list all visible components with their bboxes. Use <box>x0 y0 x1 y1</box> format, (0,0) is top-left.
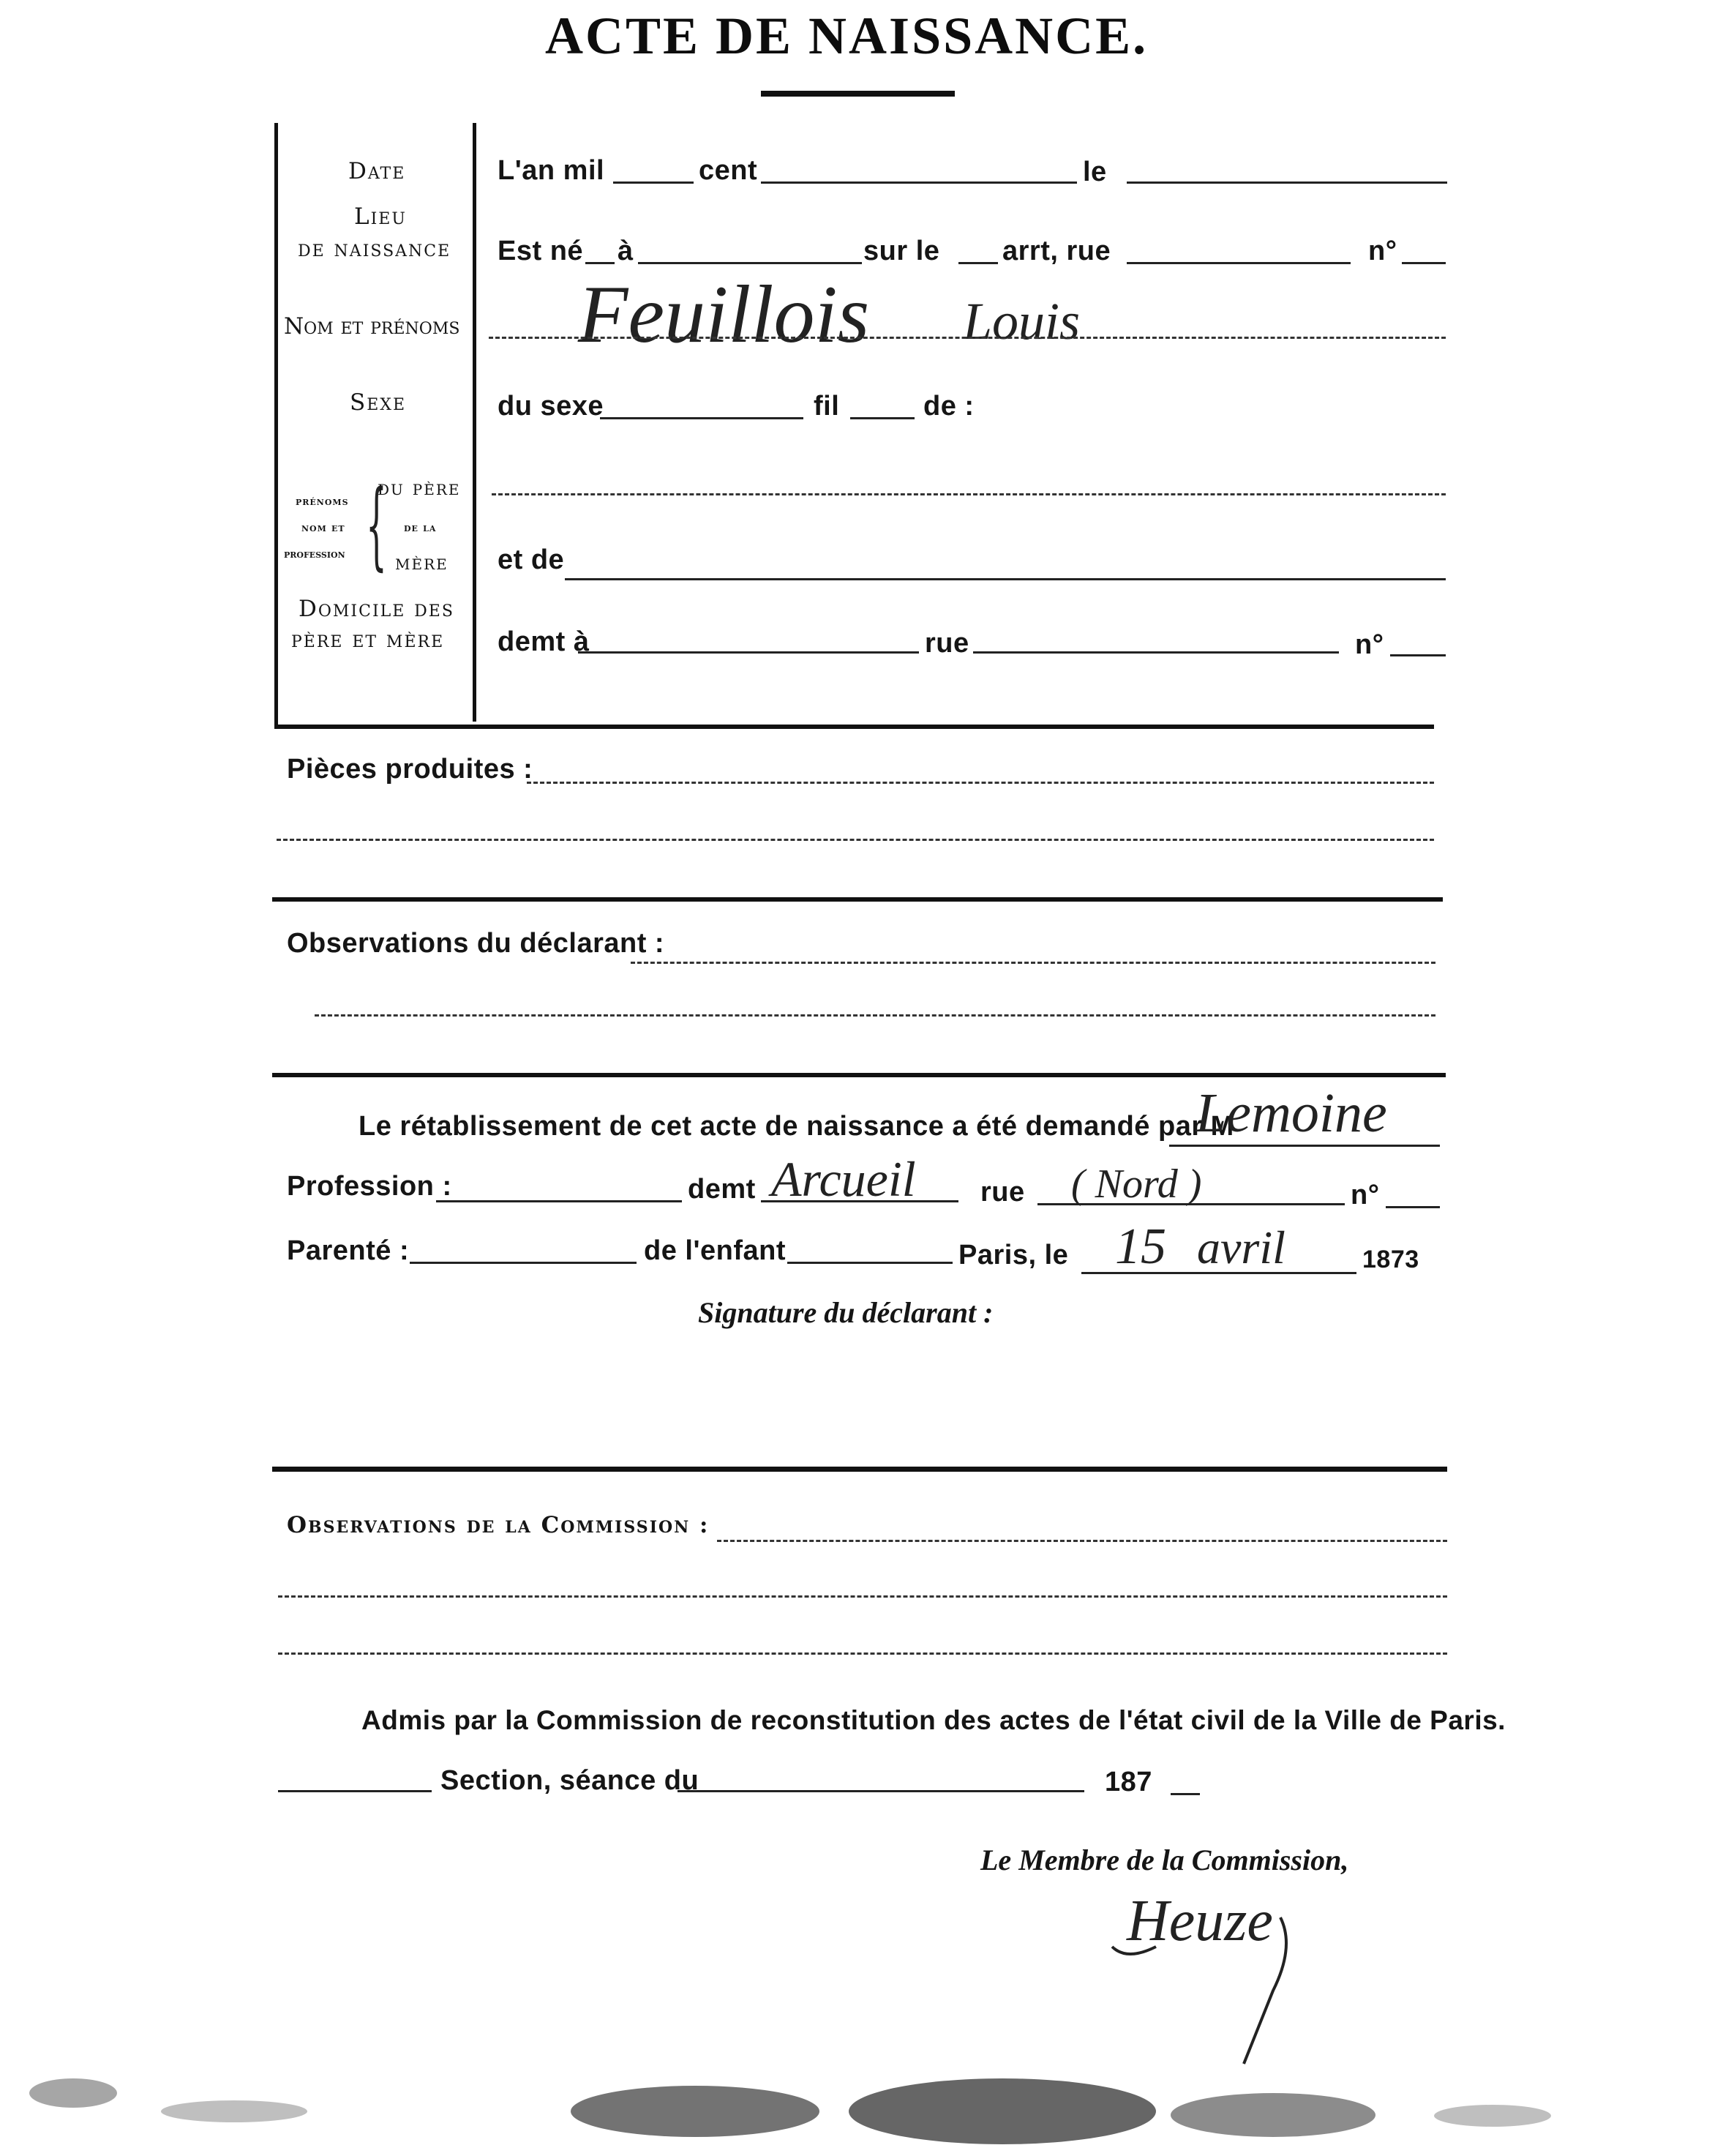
line-dem-a <box>578 651 919 654</box>
line-le <box>1127 181 1447 184</box>
line-sur-le <box>958 262 998 264</box>
admis-text: Admis par la Commission de reconstitution des actes de l'état civil de la Ville de Paris. <box>361 1705 1506 1735</box>
field-le: le <box>1083 157 1107 187</box>
line-rue-retab <box>1037 1203 1345 1205</box>
commission-signature: Heuze <box>1127 1889 1273 1953</box>
line-date <box>1081 1272 1356 1274</box>
line-obs-decl-2 <box>315 1014 1435 1017</box>
handwritten-annee: 1873 <box>1362 1246 1419 1273</box>
line-demande-par <box>1169 1145 1440 1147</box>
label-profession: profession <box>284 547 345 561</box>
line-no-retab <box>1386 1206 1440 1208</box>
handwritten-prenom: Louis <box>963 292 1081 351</box>
field-no2: n° <box>1355 629 1384 660</box>
rue-label: rue <box>980 1177 1025 1208</box>
field-arr-rue: arrt, rue <box>1002 236 1111 266</box>
rule-after-signature <box>272 1467 1447 1472</box>
line-section <box>278 1790 432 1792</box>
handwritten-demande-par: Lemoine <box>1196 1082 1387 1144</box>
rule-after-obs-decl <box>272 1073 1446 1077</box>
paris-le-label: Paris, le <box>958 1240 1069 1270</box>
handwritten-rue: ( Nord ) <box>1071 1161 1202 1207</box>
signature-declarant-label: Signature du déclarant : <box>698 1296 994 1329</box>
label-pere-et-mere: père et mère <box>291 626 445 653</box>
line-an-mil <box>613 181 694 184</box>
label-du-pere: du père <box>378 476 461 500</box>
handwritten-domicile: Arcueil <box>771 1151 916 1207</box>
field-du-sexe: du sexe <box>498 391 604 422</box>
label-nom-et: nom et <box>301 521 345 534</box>
line-sexe <box>600 417 803 419</box>
line-cent <box>761 181 1077 184</box>
line-mere <box>565 578 1446 580</box>
no-label: n° <box>1351 1180 1380 1210</box>
field-est-ne: Est né <box>498 236 584 266</box>
line-dom-rue <box>973 651 1339 654</box>
line-dom-no <box>1390 654 1446 656</box>
line-rue <box>1127 262 1351 264</box>
obs-commission-label: Observations de la Commission : <box>287 1512 710 1538</box>
line-no <box>1402 262 1446 264</box>
label-lieu: Lieu <box>354 203 407 230</box>
line-fil <box>850 417 915 419</box>
line-year <box>1171 1793 1200 1795</box>
dem-label: demt <box>688 1174 756 1205</box>
section-label: Section, séance du <box>440 1765 699 1796</box>
parente-label: Parenté : <box>287 1235 410 1266</box>
line-nom <box>489 337 1446 339</box>
line-dem <box>761 1200 958 1202</box>
handwritten-nom: Feuillois <box>578 269 870 360</box>
line-pieces-1 <box>527 782 1434 784</box>
line-pere <box>492 493 1446 495</box>
membre-commission-label: Le Membre de la Commission, <box>980 1844 1349 1876</box>
line-pieces-2 <box>277 839 1434 841</box>
label-prenoms: prénoms <box>296 495 349 508</box>
field-a: à <box>618 236 634 266</box>
line-obs-comm-2 <box>278 1595 1447 1598</box>
field-cent: cent <box>699 155 758 186</box>
frame-left-rule <box>274 123 278 725</box>
handwritten-date-jour: 15 <box>1115 1219 1166 1275</box>
retablissement-text: Le rétablissement de cet acte de naissance a été demandé par M <box>359 1111 1234 1142</box>
label-domicile-des: Domicile des <box>299 596 454 622</box>
label-nom-prenoms: Nom et prénoms <box>284 313 460 340</box>
field-an-mil: L'an mil <box>498 155 605 186</box>
pieces-produites-label: Pièces produites : <box>287 754 533 785</box>
brace-left: { <box>366 469 387 580</box>
rule-after-pieces <box>272 897 1443 902</box>
field-rue: rue <box>925 628 969 659</box>
label-de-la: de la <box>404 521 437 534</box>
label-de-naissance: de naissance <box>298 236 451 262</box>
field-de: de : <box>923 391 975 422</box>
line-seance <box>678 1790 1084 1792</box>
label-mere: mère <box>395 550 448 574</box>
line-obs-comm-3 <box>278 1652 1447 1655</box>
field-dem-a: demt à <box>498 626 590 657</box>
line-est-ne <box>585 262 615 264</box>
title-underline <box>761 91 955 97</box>
line-profession <box>436 1200 682 1202</box>
line-obs-decl-1 <box>631 962 1435 964</box>
field-fil: fil <box>814 391 840 422</box>
year-prefix: 187 <box>1105 1767 1152 1797</box>
field-sur-le: sur le <box>863 236 940 266</box>
handwritten-date-mois: avril <box>1197 1221 1286 1273</box>
document-title: ACTE DE NAISSANCE. <box>545 7 1149 65</box>
line-de-lenfant <box>787 1262 953 1264</box>
label-date: Date <box>348 158 406 184</box>
frame-inner-rule <box>473 123 476 722</box>
label-sexe: Sexe <box>350 389 407 416</box>
frame-bottom-rule <box>274 725 1434 729</box>
field-no: n° <box>1368 236 1397 266</box>
profession-label: Profession : <box>287 1171 452 1202</box>
scan-noise <box>0 2035 1734 2156</box>
line-parente <box>410 1262 637 1264</box>
line-lieu <box>638 262 862 264</box>
field-et-de: et de <box>498 544 565 575</box>
line-obs-comm-1 <box>717 1540 1447 1542</box>
obs-declarant-label: Observations du déclarant : <box>287 928 665 959</box>
de-lenfant-label: de l'enfant <box>644 1235 786 1266</box>
